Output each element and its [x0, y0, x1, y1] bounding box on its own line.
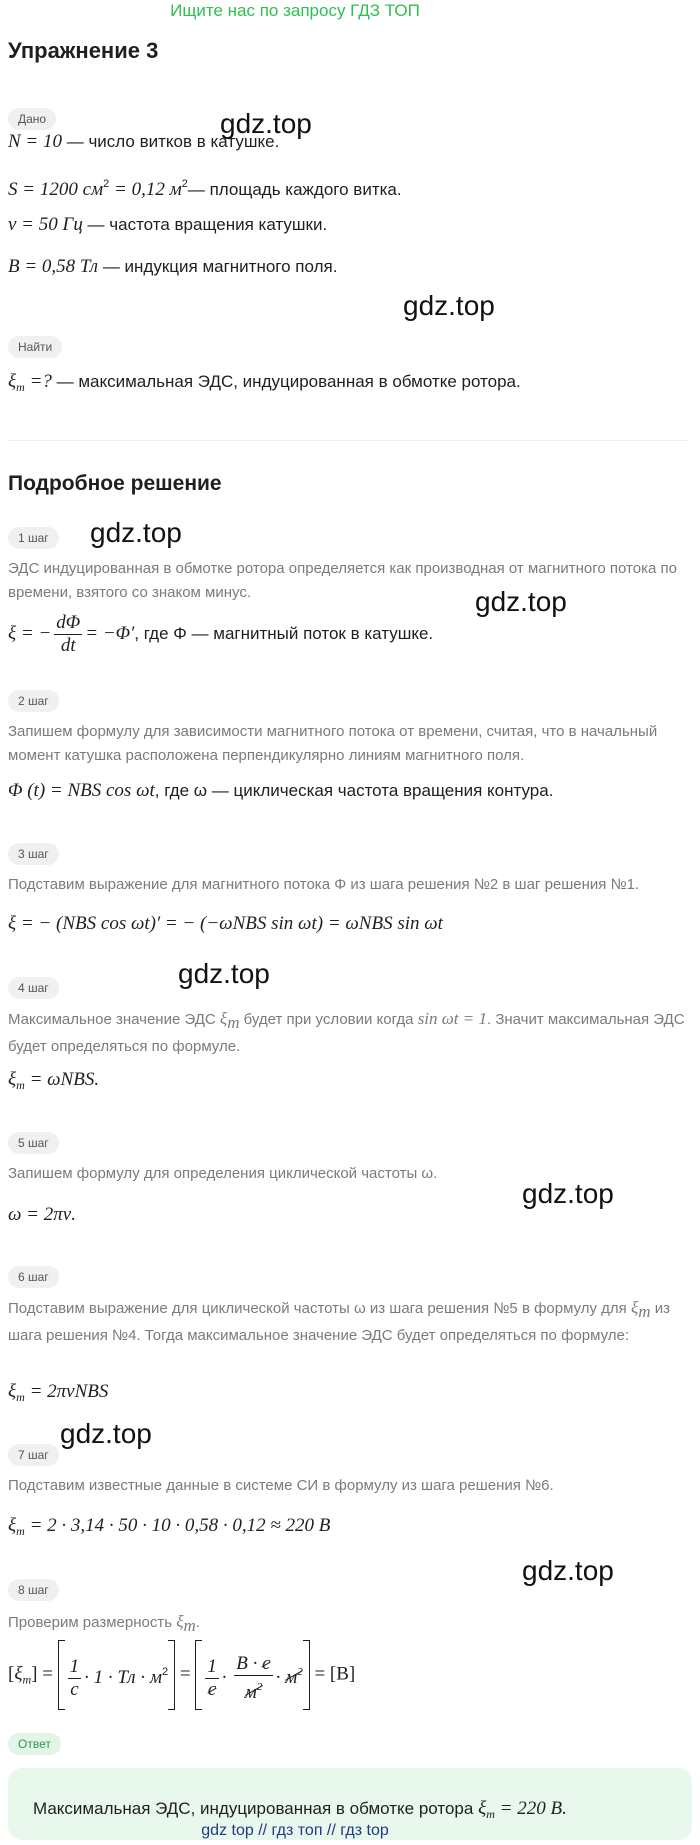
solution-title: Подробное решение [8, 472, 222, 495]
watermark: gdz.top [522, 1178, 614, 1209]
given-line-3: ν = 50 Гц — частота вращения катушки. [8, 214, 328, 235]
step-1-text: ЭДС индуцированная в обмотке ротора определяется как производная от магнитного потока по времени, взятого со знаком минус. [8, 560, 677, 601]
watermark: gdz.top [90, 517, 182, 548]
given-line-2: S = 1200 $см^2 = 0,12$ $м^2—$ площадь каждого витка. [8, 178, 402, 200]
watermark: gdz.top [220, 108, 312, 139]
step-8-label: 8 шаг [8, 1579, 59, 1601]
step-4-text: Максимальное значение ЭДС ξm будет при условии когда sin ωt = 1. Значит максимальная ЭДС будет определяться по формуле. [8, 1009, 685, 1055]
watermark: gdz.top [403, 290, 495, 321]
given-label: Дано [8, 108, 56, 130]
find-label: Найти [8, 336, 62, 358]
answer-label: Ответ [8, 1733, 61, 1755]
step-1-formula: ξ = − $\frac{d\Phi}{dt}$ = −Φ′, где Φ — магнитный поток в катушке. [8, 612, 434, 657]
step-3-text: Подставим выражение для магнитного потока Φ из шага решения №2 в шаг решения №1. [8, 876, 640, 893]
footer-links: gdz top // гдз топ // гдз top [201, 1822, 389, 1839]
step-6-text: Подставим выражение для циклической частоты ω из шага решения №5 в формулу для ξm из шага решения №4. Тогда максимальное значение ЭДС будет определяться по формуле: [8, 1298, 670, 1344]
watermark: gdz.top [60, 1418, 152, 1449]
watermark: gdz.top [475, 586, 567, 617]
step-7-formula: $\xi_m = 2 \cdot 3,14 \cdot 50 \cdot 10 \cdot 0,58 \cdot 0,12 \approx 220$ B [8, 1515, 331, 1538]
step-8-text: Проверим размерность ξm. [8, 1612, 200, 1635]
step-1-label: 1 шаг [8, 527, 59, 549]
step-6-label: 6 шаг [8, 1266, 59, 1288]
watermark: gdz.top [522, 1555, 614, 1586]
step-6-formula: $\xi_m = 2\pi\nu NBS$ [8, 1381, 109, 1404]
top-banner: Ищите нас по запросу ГДЗ ТОП [170, 1, 420, 20]
given-line-1: N = 10 — число витков в катушке. [8, 131, 280, 152]
step-8-formula: $[\xi_m]$ = $\frac{1}{c}$ · 1 · Тл · $м^2$ = $\frac{1}{c}$ · $\frac{B \cdot c}{м^2}$ · $м^2 = [B]$ [8, 1640, 355, 1710]
step-4-formula: $\xi_m = \omega NBS$. [8, 1069, 100, 1092]
page-title: Упражнение 3 [8, 38, 159, 63]
step-2-text: Запишем формулу для зависимости магнитного потока от времени, считая, что в начальный момент катушка расположена перпендикулярно линиям магнитного поля. [8, 723, 658, 764]
section-divider [8, 440, 688, 441]
step-5-text: Запишем формулу для определения циклической частоты ω. [8, 1165, 438, 1182]
watermark: gdz.top [178, 958, 270, 989]
step-5-formula: ω = 2πν. [8, 1204, 76, 1225]
step-5-label: 5 шаг [8, 1132, 59, 1154]
answer-text: Максимальная ЭДС, индуцированная в обмотке ротора $\xi_m = 220$ B. [33, 1798, 567, 1821]
step-3-label: 3 шаг [8, 843, 59, 865]
find-line: $\xi_m$ =? — максимальная ЭДС, индуцированная в обмотке ротора. [8, 371, 521, 394]
given-line-4: B = 0,58 Тл — индукция магнитного поля. [8, 256, 338, 277]
step-2-formula: Φ (t) = NBS cos ωt, где ω — циклическая частота вращения контура. [8, 780, 554, 801]
step-3-formula: ξ = − (NBS cos ωt)′ = − (−ωNBS sin ωt) = ωNBS sin ωt [8, 913, 443, 934]
step-4-label: 4 шаг [8, 977, 59, 999]
step-2-label: 2 шаг [8, 690, 59, 712]
given-formula-1: N = 10 [8, 131, 62, 152]
step-7-text: Подставим известные данные в системе СИ в формулу из шага решения №6. [8, 1477, 554, 1494]
step-7-label: 7 шаг [8, 1444, 59, 1466]
